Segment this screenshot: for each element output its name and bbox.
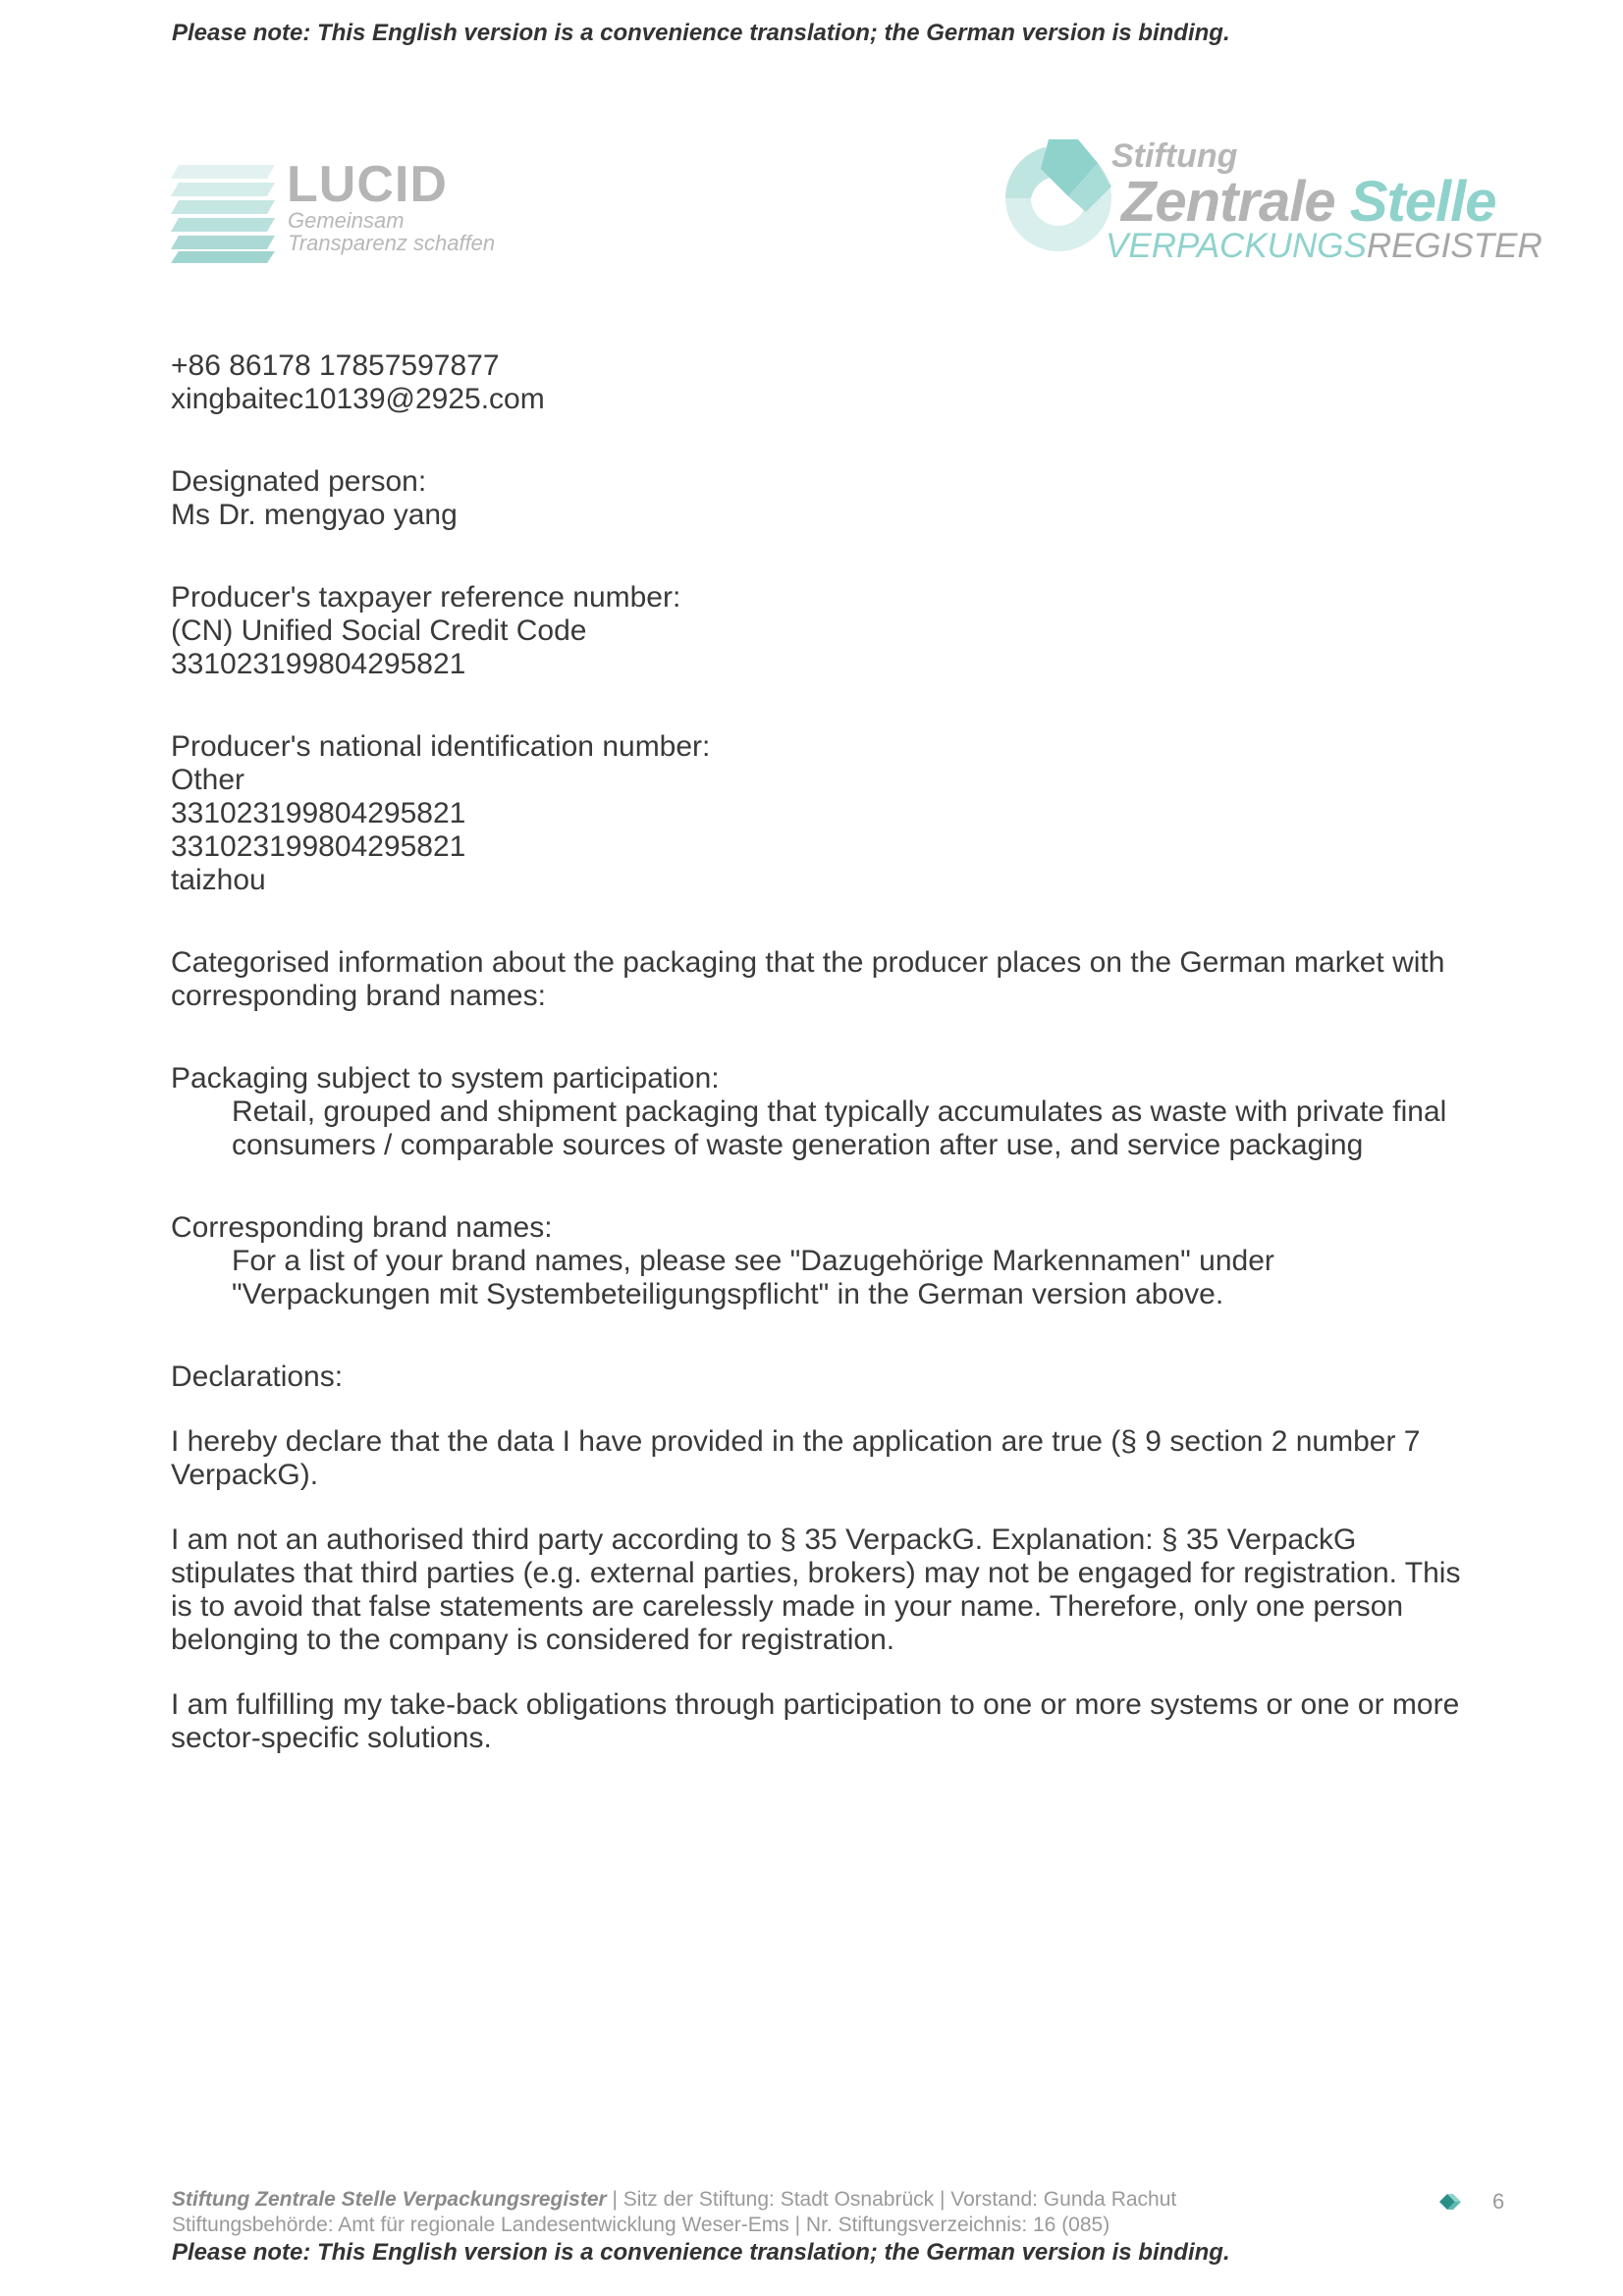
packaging-intro-line-2: corresponding brand names: <box>171 980 546 1012</box>
brand-names-label: Corresponding brand names: <box>171 1211 553 1244</box>
designated-person-label: Designated person: <box>171 465 427 498</box>
declaration-1-line-1: I hereby declare that the data I have provided in the application are true (§ 9 section 2 number 7 <box>171 1425 1421 1458</box>
diamond-icon <box>1439 2193 1461 2211</box>
contact-block <box>171 349 1516 416</box>
brand-names-desc <box>171 1245 1516 1311</box>
national-id-block <box>171 730 1516 897</box>
page-indicator <box>1439 2189 1528 2218</box>
declaration-2-line-3: is to avoid that false statements are carelessly made in your name. Therefore, only one person <box>171 1590 1404 1623</box>
footer-line-2: Stiftungsbehörde: Amt für regionale Landesentwicklung Weser-Ems | Nr. Stiftungsverzeichnis: 16 (085) <box>172 2214 1110 2236</box>
national-id-type: Other <box>171 764 245 796</box>
system-participation-label: Packaging subject to system participation: <box>171 1062 720 1095</box>
stiftung-mark-icon <box>1001 137 1111 265</box>
brand-names-line-2: "Verpackungen mit Systembeteiligungspflicht" in the German version above. <box>232 1278 1224 1310</box>
lucid-tagline-1: Gemeinsam <box>288 208 405 233</box>
page-footer <box>172 2187 1517 2238</box>
declaration-2-line-4: belonging to the company is considered for registration. <box>171 1624 895 1656</box>
stiftung-register: REGISTER <box>1366 227 1542 265</box>
taxpayer-number: 331023199804295821 <box>171 648 466 680</box>
footer-brand: Stiftung Zentrale Stelle Verpackungsregister <box>172 2188 607 2211</box>
national-id-city: taizhou <box>171 864 266 896</box>
national-id-number-2: 331023199804295821 <box>171 830 466 863</box>
system-participation-desc <box>171 1095 1516 1162</box>
contact-phone: +86 86178 17857597877 <box>171 349 500 382</box>
declarations-heading-block <box>171 1361 1516 1394</box>
notice-bottom: Please note: This English version is a convenience translation; the German version is binding. <box>172 2239 1230 2266</box>
system-participation-line-2: consumers / comparable sources of waste generation after use, and service packaging <box>232 1129 1364 1161</box>
footer-line-1 <box>172 2187 1517 2213</box>
stiftung-zentrale: Zentrale <box>1121 170 1335 234</box>
page-number: 6 <box>1492 2189 1505 2214</box>
brand-names-line-1: For a list of your brand names, please see "Dazugehörige Markennamen" under <box>232 1245 1274 1277</box>
declarations-label: Declarations: <box>171 1361 344 1393</box>
taxpayer-block <box>171 581 1516 681</box>
lucid-logo <box>171 157 524 267</box>
packaging-intro-line-1: Categorised information about the packaging that the producer places on the German market with <box>171 946 1445 979</box>
declaration-3 <box>171 1688 1516 1755</box>
declaration-2-line-1: I am not an authorised third party according to § 35 VerpackG. Explanation: § 35 VerpackG <box>171 1523 1357 1556</box>
declaration-2 <box>171 1523 1516 1657</box>
system-participation-block <box>171 1062 1516 1162</box>
document-body <box>171 349 1516 1787</box>
notice-top: Please note: This English version is a convenience translation; the German version is binding. <box>172 20 1230 46</box>
stiftung-line1: Stiftung <box>1111 137 1238 175</box>
national-id-number-1: 331023199804295821 <box>171 797 466 829</box>
lucid-stack-icon <box>171 163 275 265</box>
contact-email: xingbaitec10139@2925.com <box>171 383 545 415</box>
declaration-3-line-2: sector-specific solutions. <box>171 1722 492 1754</box>
stiftung-line3 <box>1106 227 1542 266</box>
national-id-label: Producer's national identification number: <box>171 730 711 763</box>
footer-line-1-rest: | Sitz der Stiftung: Stadt Osnabrück | Vorstand: Gunda Rachut <box>606 2188 1177 2211</box>
stiftung-logo <box>1001 137 1542 270</box>
declaration-1 <box>171 1425 1516 1492</box>
taxpayer-type: (CN) Unified Social Credit Code <box>171 614 587 647</box>
stiftung-verpackungs: VERPACKUNGS <box>1106 227 1367 265</box>
declaration-1-line-2: VerpackG). <box>171 1459 319 1491</box>
declaration-3-line-1: I am fulfilling my take-back obligations through participation to one or more systems or one or more <box>171 1688 1460 1721</box>
system-participation-line-1: Retail, grouped and shipment packaging that typically accumulates as waste with private final <box>232 1095 1447 1128</box>
brand-names-block <box>171 1211 1516 1311</box>
taxpayer-label: Producer's taxpayer reference number: <box>171 581 681 614</box>
stiftung-line2 <box>1121 169 1496 235</box>
lucid-wordmark: LUCID <box>287 156 448 213</box>
packaging-intro-block <box>171 946 1516 1013</box>
lucid-tagline-2: Transparenz schaffen <box>288 231 496 255</box>
designated-person-block <box>171 465 1516 532</box>
stiftung-stelle: Stelle <box>1349 170 1496 234</box>
designated-person-name: Ms Dr. mengyao yang <box>171 499 458 531</box>
declaration-2-line-2: stipulates that third parties (e.g. external parties, brokers) may not be engaged for registration. This <box>171 1557 1461 1589</box>
